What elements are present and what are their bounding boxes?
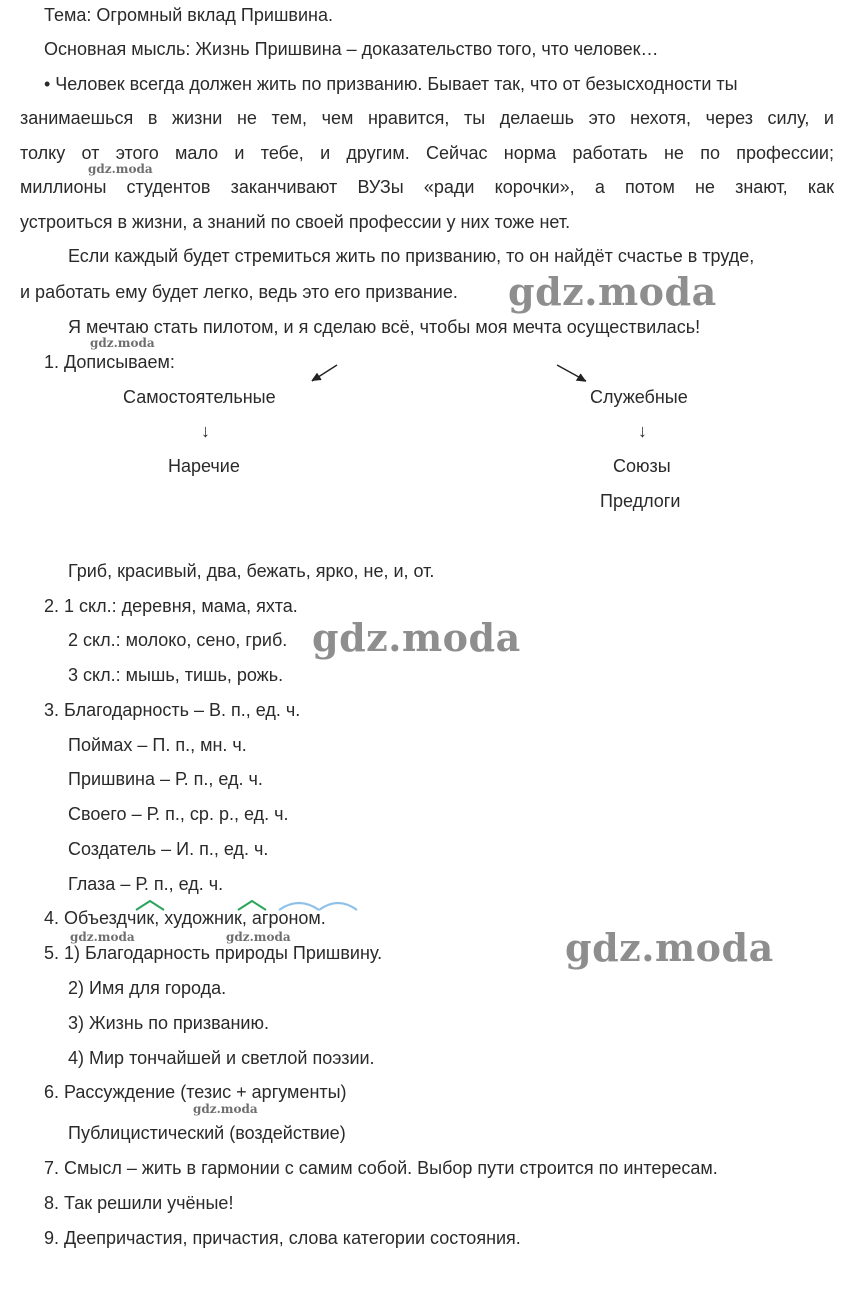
watermark: gdz.moda: [565, 925, 774, 970]
watermark: gdz.moda: [508, 269, 717, 314]
word-list: Гриб, красивый, два, бежать, ярко, не, и, от.: [68, 561, 435, 581]
watermark-small: gdz.moda: [193, 1102, 258, 1116]
diagonal-arrow-right-icon: [557, 365, 586, 381]
down-arrow-icon: ↓: [638, 421, 647, 441]
task5-line: 4) Мир тончайшей и светлой поэзии.: [68, 1048, 375, 1068]
paragraph-line: занимаешься в жизни не тем, чем нравится, ты делаешь это нехотя, через силу, и: [20, 108, 834, 128]
prepositions-item: Предлоги: [600, 491, 681, 511]
task6-line: 6. Рассуждение (тезис + аргументы): [44, 1082, 347, 1102]
main-idea-line: Основная мысль: Жизнь Пришвина – доказательство того, что человек…: [44, 39, 659, 59]
task3-line: 3. Благодарность – В. п., ед. ч.: [44, 700, 301, 720]
suffix-mark-icon: [136, 901, 164, 910]
task8-line: 8. Так решили учёные!: [44, 1193, 234, 1213]
task9-line: 9. Деепричастия, причастия, слова категории состояния.: [44, 1228, 521, 1248]
task1-label: 1. Дописываем:: [44, 352, 175, 372]
paragraph-line: Я мечтаю стать пилотом, и я сделаю всё, чтобы моя мечта осуществилась!: [68, 317, 701, 337]
ending-arc-icon: [319, 903, 357, 910]
task5-line: 2) Имя для города.: [68, 978, 227, 998]
task7-line: 7. Смысл – жить в гармонии с самим собой. Выбор пути строится по интересам.: [44, 1158, 718, 1178]
task3-line: Своего – Р. п., ср. р., ед. ч.: [68, 804, 289, 824]
task4-line: 4. Объездчик, художник, агроном.: [44, 908, 326, 928]
task3-line: Создатель – И. п., ед. ч.: [68, 839, 269, 859]
auxiliary-parts-heading: Служебные: [590, 387, 688, 407]
watermark-small: gdz.moda: [88, 162, 153, 176]
task5-line: 3) Жизнь по призванию.: [68, 1013, 269, 1033]
suffix-mark-icon: [238, 901, 266, 910]
task3-line: Поймах – П. п., мн. ч.: [68, 735, 247, 755]
task2-line: 3 скл.: мышь, тишь, рожь.: [68, 665, 284, 685]
independent-parts-heading: Самостоятельные: [123, 387, 276, 407]
conjunctions-item: Союзы: [613, 456, 671, 476]
paragraph-line: Если каждый будет стремиться жить по призванию, то он найдёт счастье в труде,: [68, 246, 755, 266]
task2-line: 2 скл.: молоко, сено, гриб.: [68, 630, 288, 650]
task2-line: 2. 1 скл.: деревня, мама, яхта.: [44, 596, 298, 616]
watermark: gdz.moda: [312, 615, 521, 660]
watermark-small: gdz.moda: [226, 930, 291, 944]
paragraph-line: миллионы студентов заканчивают ВУЗы «ради корочки», а потом не знают, как: [20, 177, 834, 197]
paragraph-line: устроиться в жизни, а знаний по своей профессии у них тоже нет.: [20, 212, 571, 232]
watermark-small: gdz.moda: [70, 930, 135, 944]
watermark-small: gdz.moda: [90, 336, 155, 350]
task3-line: Пришвина – Р. п., ед. ч.: [68, 769, 263, 789]
task5-line: 5. 1) Благодарность природы Пришвину.: [44, 943, 383, 963]
paragraph-line: и работать ему будет легко, ведь это его призвание.: [20, 282, 458, 302]
paragraph-line: толку от этого мало и тебе, и другим. Сейчас норма работать не по профессии;: [20, 143, 834, 163]
ending-arc-icon: [279, 903, 319, 910]
theme-line: Тема: Огромный вклад Пришвина.: [44, 5, 333, 25]
task6-line: Публицистический (воздействие): [68, 1123, 346, 1143]
diagonal-arrow-left-icon: [312, 365, 337, 381]
paragraph-line: • Человек всегда должен жить по призванию. Бывает так, что от безысходности ты: [44, 74, 738, 94]
adverb-item: Наречие: [168, 456, 240, 476]
task3-line: Глаза – Р. п., ед. ч.: [68, 874, 224, 894]
down-arrow-icon: ↓: [201, 421, 210, 441]
